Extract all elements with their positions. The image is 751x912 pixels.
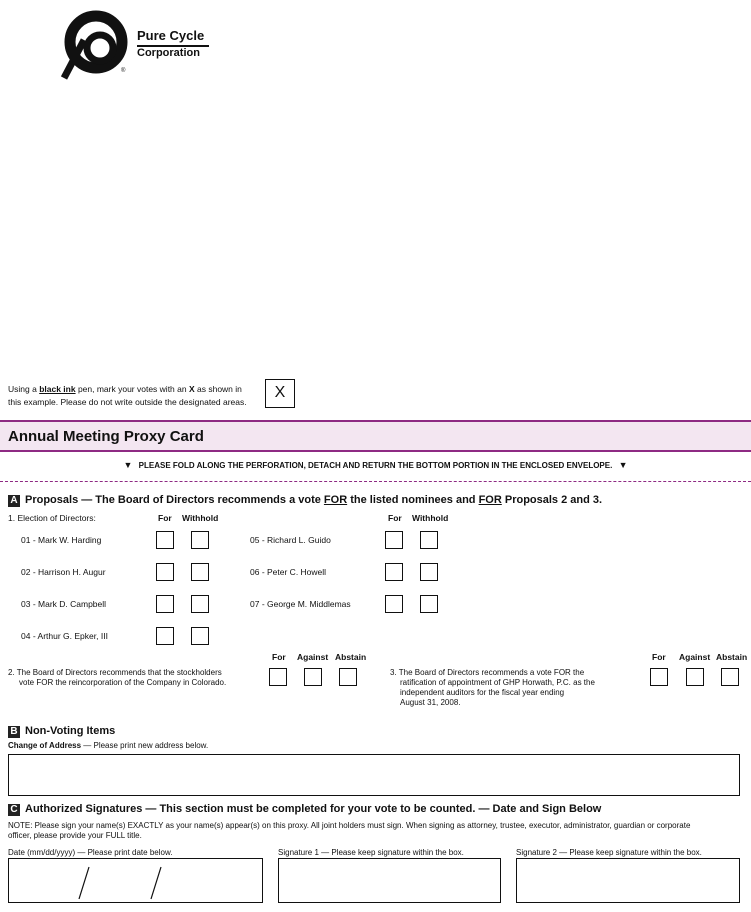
nominee-01-withhold-checkbox[interactable]: [191, 531, 209, 549]
proposal-3-for-checkbox[interactable]: [650, 668, 668, 686]
p3-col-for: For: [652, 652, 666, 662]
date-label: Date (mm/dd/yyyy) — Please print date below.: [8, 848, 173, 857]
nominee-05-for-checkbox[interactable]: [385, 531, 403, 549]
nominee-06: 06 - Peter C. Howell: [250, 567, 327, 577]
nominee-03-withhold-checkbox[interactable]: [191, 595, 209, 613]
registered-mark: ®: [121, 68, 126, 74]
p2-col-against: Against: [297, 652, 329, 662]
proposal-3-against-checkbox[interactable]: [686, 668, 704, 686]
p2-col-abstain: Abstain: [335, 652, 367, 662]
perforation-line: [0, 481, 751, 482]
signature-2-label: Signature 2 — Please keep signature within the box.: [516, 848, 702, 857]
nominee-03: 03 - Mark D. Campbell: [21, 599, 107, 609]
signature-note: NOTE: Please sign your name(s) EXACTLY as your name(s) appear(s) on this proxy. All joint holders must sign. When signing as attorney, trustee, executor, administrator, guardian or corporate officer, please provide your FULL title.: [8, 821, 691, 840]
nominee-04-for-checkbox[interactable]: [156, 627, 174, 645]
section-c-title: C Authorized Signatures — This section must be completed for your vote to be counted. — Date and Sign Below: [8, 803, 601, 816]
proposal-2-for-checkbox[interactable]: [269, 668, 287, 686]
company-logo: [58, 8, 218, 80]
col-for-right: For: [388, 513, 402, 523]
proxy-card-header: [0, 420, 751, 452]
nominee-01: 01 - Mark W. Harding: [21, 535, 102, 545]
p3-col-against: Against: [679, 652, 711, 662]
nominee-05-withhold-checkbox[interactable]: [420, 531, 438, 549]
nominee-02: 02 - Harrison H. Augur: [21, 567, 106, 577]
signature-1-field[interactable]: [278, 858, 501, 903]
proposal-2-against-checkbox[interactable]: [304, 668, 322, 686]
date-separator-icon: [9, 859, 264, 904]
nominee-06-for-checkbox[interactable]: [385, 563, 403, 581]
col-withhold-left: Withhold: [182, 513, 219, 523]
nominee-01-for-checkbox[interactable]: [156, 531, 174, 549]
triangle-down-icon: ▼: [618, 460, 628, 470]
logo-name: Pure Cycle: [137, 28, 205, 43]
nominee-07: 07 - George M. Middlemas: [250, 599, 351, 609]
fold-notice: ▼ PLEASE FOLD ALONG THE PERFORATION, DETACH AND RETURN THE BOTTOM PORTION IN THE ENCLOSED ENVELOPE. ▼: [123, 460, 628, 470]
nominee-02-for-checkbox[interactable]: [156, 563, 174, 581]
nominee-04: 04 - Arthur G. Epker, III: [21, 631, 108, 641]
col-withhold-right: Withhold: [412, 513, 449, 523]
proposal-2-abstain-checkbox[interactable]: [339, 668, 357, 686]
p3-col-abstain: Abstain: [716, 652, 748, 662]
marking-instructions: Using a black ink pen, mark your votes with an X as shown in this example. Please do not write outside the designated areas.: [8, 384, 247, 407]
nominee-07-withhold-checkbox[interactable]: [420, 595, 438, 613]
page-title: Annual Meeting Proxy Card: [8, 428, 204, 445]
election-label: 1. Election of Directors:: [8, 513, 96, 523]
change-of-address-label: Change of Address — Please print new address below.: [8, 741, 209, 750]
p2-col-for: For: [272, 652, 286, 662]
section-a-title: A Proposals — The Board of Directors recommends a vote FOR the listed nominees and FOR Proposals 2 and 3.: [8, 494, 602, 507]
proposal-2-text: 2. The Board of Directors recommends that the stockholders vote FOR the reincorporation of the Company in Colorado.: [8, 668, 227, 687]
nominee-04-withhold-checkbox[interactable]: [191, 627, 209, 645]
nominee-05: 05 - Richard L. Guido: [250, 535, 331, 545]
col-for-left: For: [158, 513, 172, 523]
change-of-address-field[interactable]: [8, 754, 740, 796]
nominee-03-for-checkbox[interactable]: [156, 595, 174, 613]
nominee-02-withhold-checkbox[interactable]: [191, 563, 209, 581]
triangle-down-icon: ▼: [123, 460, 133, 470]
signature-2-field[interactable]: [516, 858, 740, 903]
example-mark-box: X: [265, 379, 295, 408]
date-field[interactable]: [8, 858, 263, 903]
logo-subname: Corporation: [137, 47, 200, 59]
signature-1-label: Signature 1 — Please keep signature within the box.: [278, 848, 464, 857]
nominee-07-for-checkbox[interactable]: [385, 595, 403, 613]
proposal-3-abstain-checkbox[interactable]: [721, 668, 739, 686]
proposal-3-text: 3. The Board of Directors recommends a vote FOR the ratification of appointment of GHP Horwath, P.C. as the independent auditors for the fiscal year ending August 31, 2008.: [390, 668, 595, 707]
nominee-06-withhold-checkbox[interactable]: [420, 563, 438, 581]
section-b-title: B Non-Voting Items: [8, 725, 115, 738]
